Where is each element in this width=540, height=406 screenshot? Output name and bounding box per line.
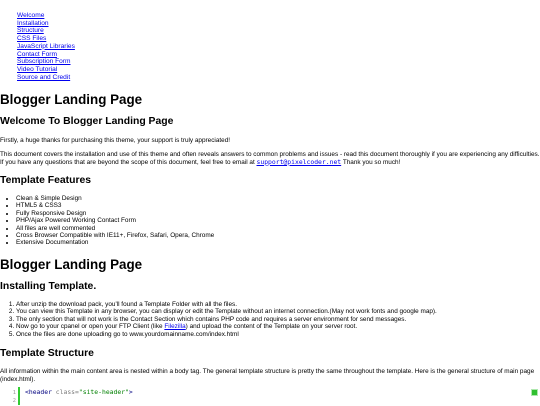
install-steps (0, 301, 437, 338)
install-heading: Installing Template. (0, 281, 97, 292)
list-item: • All files are well commented (16, 225, 214, 232)
features-list (0, 195, 214, 247)
toc-link-css-files[interactable]: CSS Files (17, 35, 47, 43)
line-number: 1 (12, 390, 16, 396)
step-text: ) and upload the content of the Template on your server root. (185, 323, 358, 331)
support-email-link[interactable]: support@pixelcoder.net (256, 157, 342, 166)
toc-item (17, 51, 75, 59)
list-item: 5. Once the files are done uploading go to www.yourdomainname.com/index.html (16, 331, 437, 338)
code-attribute: class= (55, 388, 79, 396)
toc-item (17, 74, 75, 82)
toc-link-welcome[interactable]: Welcome (17, 12, 45, 19)
code-block (0, 387, 540, 405)
document-description (0, 151, 540, 166)
list-item: • Extensive Documentation (16, 239, 214, 246)
list-item (16, 323, 437, 330)
line-number: 2 (12, 398, 16, 404)
welcome-heading: Welcome To Blogger Landing Page (0, 116, 174, 127)
toc-link-video-tutorial[interactable]: Video Tutorial (17, 65, 58, 73)
filezilla-link[interactable]: Filezilla (164, 323, 186, 331)
toc-link-installation[interactable]: Installation (17, 19, 49, 27)
toc-link-javascript-libraries[interactable]: JavaScript Libraries (17, 42, 75, 50)
list-item: • Cross Browser Compatible with IE11+, Firefox, Safari, Opera, Chrome (16, 232, 214, 239)
list-item: 3. The only section that will not work is the Contact Section which contains PHP code and requires a server environment for send messages. (16, 316, 437, 323)
page-title: Blogger Landing Page (0, 92, 143, 107)
toc-item (17, 35, 75, 43)
structure-heading: Template Structure (0, 348, 94, 359)
step-text: Now go to your cpanel or open your FTP Client (like (16, 323, 165, 331)
table-of-contents (0, 12, 75, 81)
code-line (25, 389, 133, 397)
section-title: Blogger Landing Page (0, 257, 143, 272)
description-text: This document covers the installation and use of this theme and often reveals answers to common problems and issues - read this document thoroughly if you are experiencing any difficulties. If you have any questions that are beyond the scope of this document, feel free to email at (0, 151, 540, 166)
toc-item (17, 27, 75, 35)
toc-item (17, 12, 75, 20)
list-item: • PHP/Ajax Powered Working Contact Form (16, 217, 214, 224)
list-item: 2. You can view this Template in any browser, you can display or edit the Template without an internet connection.(May not work fonts and google map). (16, 308, 437, 315)
list-item: 1. After unzip the download pack, you'll found a Template Folder with all the files. (16, 301, 437, 308)
list-item: • Fully Responsive Design (16, 210, 214, 217)
toc-link-source-and-credit[interactable]: Source and Credit (17, 73, 71, 81)
toc-link-subscription-form[interactable]: Subscription Form (17, 58, 71, 66)
structure-text: All information within the main content area is nested within a body tag. The general template structure is pretty the same throughout the template. Here is the general structure of main page (index.html). (0, 368, 535, 383)
intro-text: Firstly, a huge thanks for purchasing this theme, your support is truly appreciated! (0, 137, 231, 144)
code-tag: <header (25, 388, 52, 396)
toc-link-contact-form[interactable]: Contact Form (17, 50, 57, 58)
features-heading: Template Features (0, 175, 92, 186)
list-item: • HTML5 & CSS3 (16, 202, 214, 209)
toc-item (17, 20, 75, 28)
list-item: • Clean & Simple Design (16, 195, 214, 202)
description-closing: Thank you so much! (341, 158, 401, 166)
toc-item (17, 66, 75, 74)
code-string: "site-header" (78, 388, 129, 396)
code-tag-close: > (128, 388, 133, 396)
toc-link-structure[interactable]: Structure (17, 27, 44, 35)
code-gutter-marker (18, 387, 20, 405)
toc-item (17, 58, 75, 66)
status-indicator-icon (531, 389, 538, 396)
toc-item (17, 43, 75, 51)
